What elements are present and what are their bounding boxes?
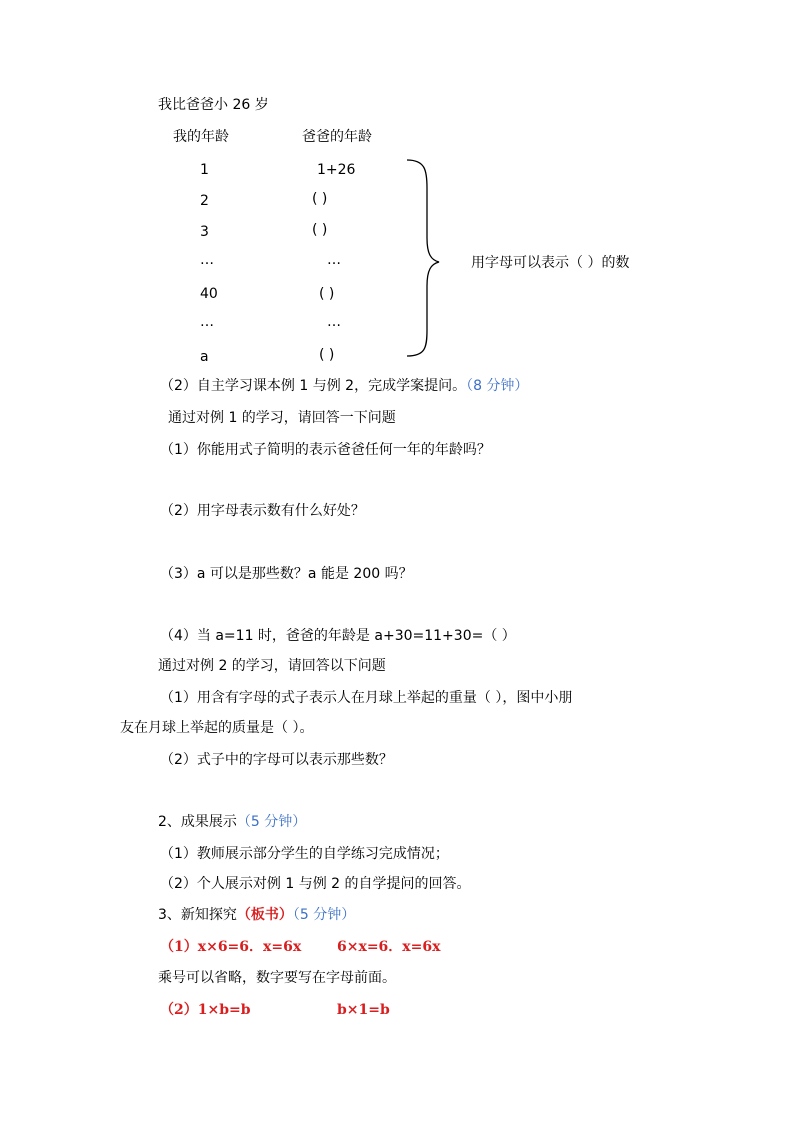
table-row-me: 2 (200, 193, 209, 209)
table-row-dad: ( ) (312, 222, 328, 238)
section2-title-text: （2）自主学习课本例 1 与例 2，完成学案提问。 (160, 378, 467, 394)
rule-1-b: 6×x=6．x=6x (337, 939, 441, 955)
table-row-dad: 1+26 (317, 162, 356, 178)
question-2: （2）用字母表示数有什么好处？ (160, 503, 365, 519)
new-knowledge-time: （5 分钟） (292, 907, 356, 923)
intro-line: 我比爸爸小 26 岁 (158, 97, 269, 113)
show-item-1: （1）教师展示部分学生的自学练习完成情况； (160, 846, 449, 862)
rule-2-b: b×1=b (337, 1002, 390, 1018)
show-item-2: （2）个人展示对例 1 与例 2 的自学提问的回答。 (160, 876, 471, 892)
table-row-me: … (200, 252, 214, 268)
table-row-me: a (200, 349, 209, 365)
example2-question-1-line2: 友在月球上举起的质量是（ ）。 (120, 720, 314, 736)
table-row-dad: … (327, 314, 341, 330)
header-my-age: 我的年龄 (173, 129, 229, 145)
example2-intro: 通过对例 2 的学习，请回答以下问题 (158, 658, 386, 674)
table-row-dad: ( ) (312, 191, 328, 207)
section2-title (160, 377, 528, 395)
table-row-dad: ( ) (319, 347, 335, 363)
table-row-me: … (200, 314, 214, 330)
right-brace-icon (405, 158, 441, 358)
question-3: （3）a 可以是那些数？a 能是 200 吗？ (160, 566, 413, 582)
new-knowledge-title-text: 3、新知探究 (158, 907, 237, 923)
header-dad-age: 爸爸的年龄 (302, 129, 372, 145)
table-row-me: 3 (200, 224, 209, 240)
board-label: （板书） (236, 907, 293, 923)
rule-1-a: （1）x×6=6．x=6x (160, 939, 302, 955)
example2-question-2: （2）式子中的字母可以表示那些数？ (160, 752, 393, 768)
section2-time: （8 分钟） (466, 378, 529, 394)
table-row-dad: ( ) (319, 286, 335, 302)
example2-question-1-line1: （1）用含有字母的式子表示人在月球上举起的重量（ ），图中小朋 (160, 690, 573, 706)
question-1: （1）你能用式子简明的表示爸爸任何一年的年龄吗？ (160, 442, 491, 458)
new-knowledge-title (158, 906, 355, 924)
show-section-title-text: 2、成果展示 (158, 814, 237, 830)
question-4: （4）当 a=11 时，爸爸的年龄是 a+30=11+30=（ ） (160, 628, 516, 644)
table-row-me: 1 (200, 162, 209, 178)
brace-note: 用字母可以表示（ ）的数 (471, 255, 630, 271)
rule-1-note: 乘号可以省略，数字要写在字母前面。 (158, 970, 396, 986)
rule-2-a: （2）1×b=b (160, 1002, 251, 1018)
table-row-me: 40 (200, 286, 218, 302)
table-row-dad: … (327, 252, 341, 268)
show-section-title (158, 813, 306, 831)
example1-intro: 通过对例 1 的学习，请回答一下问题 (168, 410, 396, 426)
show-section-time: （5 分钟） (236, 814, 307, 830)
